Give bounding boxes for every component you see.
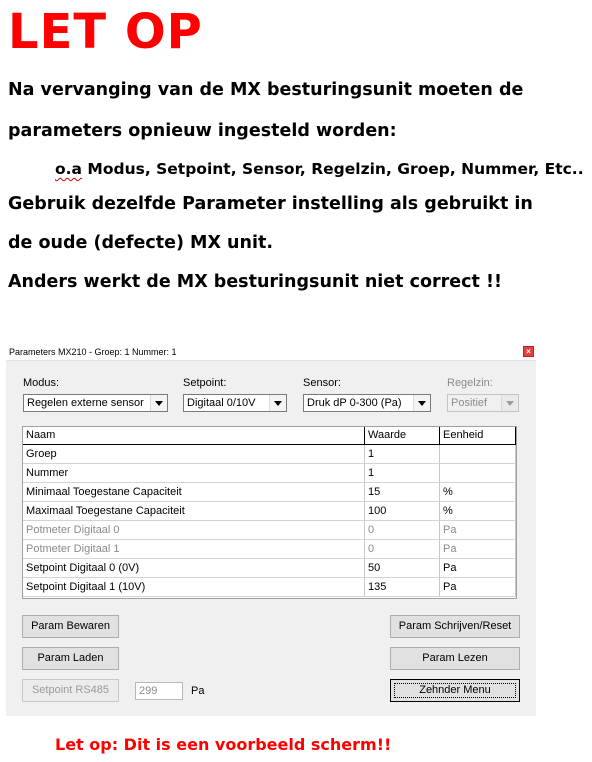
- cell-eenheid: [440, 464, 516, 483]
- cell-waarde[interactable]: 135: [365, 578, 440, 597]
- cell-eenheid: Pa: [440, 559, 516, 578]
- regelzin-label: Regelzin:: [447, 377, 493, 389]
- dialog-titlebar[interactable]: [6, 344, 536, 361]
- cell-eenheid: Pa: [440, 540, 516, 559]
- column-header-waarde[interactable]: Waarde: [365, 427, 440, 444]
- sensor-value: Druk dP 0-300 (Pa): [307, 397, 402, 409]
- param-schrijven-reset-button[interactable]: Param Schrijven/Reset: [390, 615, 520, 638]
- cell-naam: Nummer: [23, 464, 365, 483]
- setpoint-select[interactable]: [183, 394, 287, 412]
- notice-line-2: parameters opnieuw ingesteld worden:: [8, 121, 397, 141]
- cell-naam: Potmeter Digitaal 1: [23, 540, 365, 559]
- cell-eenheid: %: [440, 502, 516, 521]
- cell-waarde: 0: [365, 521, 440, 540]
- setpoint-value: Digitaal 0/10V: [187, 397, 256, 409]
- table-row[interactable]: [23, 559, 516, 578]
- table-row: [23, 521, 516, 540]
- notice-line-3-prefix: o.a: [55, 160, 82, 178]
- notice-line-6: Anders werkt de MX besturingsunit niet correct !!: [8, 272, 502, 292]
- param-lezen-button[interactable]: Param Lezen: [390, 647, 520, 670]
- cell-eenheid: Pa: [440, 521, 516, 540]
- table-header: [23, 427, 516, 445]
- dialog-title: Parameters MX210 - Groep: 1 Nummer: 1: [9, 347, 177, 357]
- setpoint-label: Setpoint:: [183, 377, 227, 389]
- setpoint-rs485-button: Setpoint RS485: [22, 679, 119, 702]
- regelzin-value: Positief: [451, 397, 488, 409]
- table-row[interactable]: [23, 483, 516, 502]
- chevron-down-icon[interactable]: [269, 395, 286, 411]
- close-icon[interactable]: ×: [523, 346, 534, 357]
- cell-eenheid: %: [440, 483, 516, 502]
- cell-naam: Groep: [23, 445, 365, 464]
- cell-waarde[interactable]: 15: [365, 483, 440, 502]
- cell-eenheid: [440, 445, 516, 464]
- cell-naam: Maximaal Toegestane Capaciteit: [23, 502, 365, 521]
- notice-line-3-rest: Modus, Setpoint, Sensor, Regelzin, Groep, Nummer, Etc..: [82, 160, 584, 178]
- modus-label: Modus:: [23, 377, 60, 389]
- notice-line-4: Gebruik dezelfde Parameter instelling als gebruikt in: [8, 194, 533, 214]
- notice-line-3: [55, 160, 584, 178]
- sensor-label: Sensor:: [303, 377, 341, 389]
- cell-waarde[interactable]: 100: [365, 502, 440, 521]
- notice-line-1: Na vervanging van de MX besturingsunit moeten de: [8, 80, 524, 100]
- table-row[interactable]: [23, 464, 516, 483]
- cell-waarde[interactable]: 1: [365, 464, 440, 483]
- zehnder-menu-button[interactable]: Zehnder Menu: [390, 679, 520, 702]
- notice-title: LET OP: [8, 4, 203, 60]
- rs485-setpoint-value: 299: [139, 685, 158, 697]
- rs485-setpoint-input[interactable]: [135, 682, 183, 700]
- cell-eenheid: Pa: [440, 578, 516, 597]
- chevron-down-icon[interactable]: [150, 395, 167, 411]
- param-bewaren-button[interactable]: Param Bewaren: [22, 615, 119, 638]
- cell-naam: Setpoint Digitaal 0 (0V): [23, 559, 365, 578]
- modus-value: Regelen externe sensor: [27, 397, 144, 409]
- cell-naam: Potmeter Digitaal 0: [23, 521, 365, 540]
- footer-note: Let op: Dit is een voorbeeld scherm!!: [55, 735, 392, 754]
- table-row[interactable]: [23, 578, 516, 597]
- parameters-dialog: [6, 344, 536, 716]
- parameter-table: [22, 426, 517, 599]
- chevron-down-icon: [501, 395, 518, 411]
- param-laden-button[interactable]: Param Laden: [22, 647, 119, 670]
- regelzin-select: [447, 394, 519, 412]
- chevron-down-icon[interactable]: [413, 395, 430, 411]
- cell-naam: Minimaal Toegestane Capaciteit: [23, 483, 365, 502]
- cell-naam: Setpoint Digitaal 1 (10V): [23, 578, 365, 597]
- cell-waarde[interactable]: 50: [365, 559, 440, 578]
- column-header-naam[interactable]: Naam: [23, 427, 365, 444]
- notice-line-5: de oude (defecte) MX unit.: [8, 233, 273, 253]
- cell-waarde[interactable]: 1: [365, 445, 440, 464]
- table-row[interactable]: [23, 445, 516, 464]
- sensor-select[interactable]: [303, 394, 431, 412]
- table-row[interactable]: [23, 502, 516, 521]
- rs485-unit-label: Pa: [191, 685, 205, 697]
- table-row: [23, 540, 516, 559]
- cell-waarde: 0: [365, 540, 440, 559]
- column-header-eenheid[interactable]: Eenheid: [440, 427, 516, 444]
- modus-select[interactable]: [23, 394, 168, 412]
